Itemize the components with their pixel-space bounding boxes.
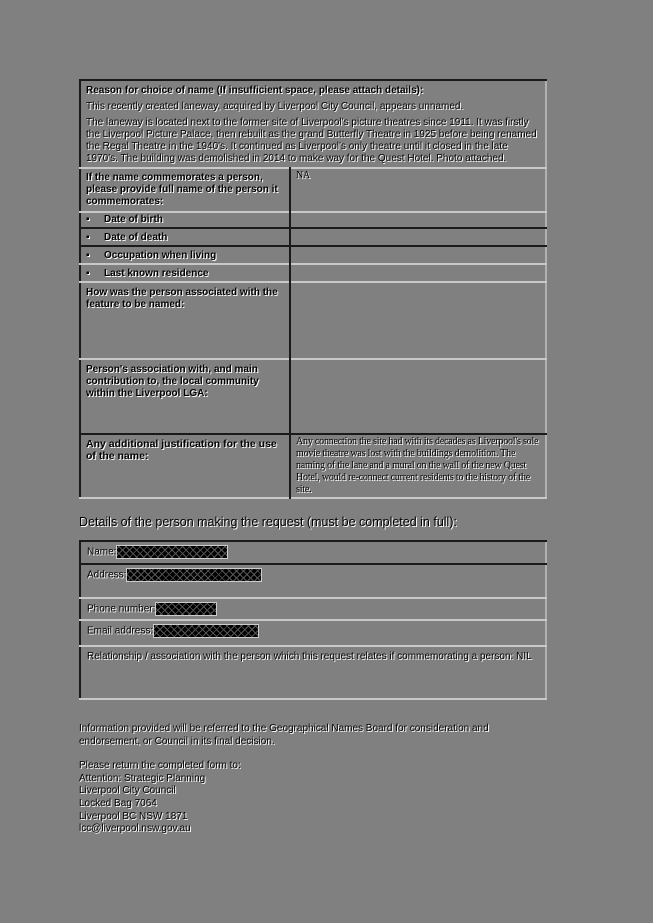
info-note: Information provided will be referred to the Geographical Names Board for consideration and endorsement, or Council in its final decision. bbox=[79, 723, 489, 747]
name-label: Name: bbox=[87, 546, 117, 558]
contribution-value[interactable] bbox=[290, 359, 546, 434]
requester-section-title: Details of the person making the request (must be completed in full): bbox=[79, 515, 457, 529]
reason-heading: Reason for choice of name (If insufficient space, please attach details): bbox=[86, 85, 424, 96]
person-name-value[interactable]: NA bbox=[296, 170, 311, 181]
naming-form-table bbox=[79, 79, 547, 499]
reason-line1[interactable]: This recently created laneway, acquired by Liverpool City Council, appears unnamed. bbox=[86, 101, 464, 112]
occupation-value[interactable] bbox=[290, 246, 546, 264]
return-address-line: Liverpool BC NSW 1871 bbox=[79, 810, 188, 822]
bullet-icon: ▪ bbox=[86, 214, 90, 225]
relationship-text[interactable]: Relationship / association with the person which this request relates if commemorating a person: NIL bbox=[87, 651, 532, 662]
name-row bbox=[80, 541, 546, 564]
address-row bbox=[80, 564, 546, 598]
return-heading: Please return the completed form to: bbox=[79, 760, 241, 772]
justification-value[interactable]: Any connection the site had with its decades as Liverpool's sole movie theatre was lost with the buildings demolition. The naming of the lane and a mural on the wall of the new Quest Hotel, would re-connect current residents to the history of the site. bbox=[296, 436, 539, 495]
bullet-icon: ▪ bbox=[86, 250, 90, 261]
date-of-death-label: ▪ Date of death bbox=[80, 228, 290, 246]
footer bbox=[79, 723, 549, 836]
return-address-line: Attention: Strategic Planning bbox=[79, 772, 206, 784]
bullet-icon: ▪ bbox=[86, 232, 90, 243]
association-label: How was the person associated with the feature to be named: bbox=[80, 282, 290, 359]
requester-table bbox=[79, 540, 547, 700]
justification-label: Any additional justification for the use of the name: bbox=[80, 434, 290, 498]
address-label: Address: bbox=[87, 569, 127, 581]
association-value[interactable] bbox=[290, 282, 546, 359]
date-of-birth-value[interactable] bbox=[290, 212, 546, 228]
return-address-line: Liverpool City Council bbox=[79, 785, 176, 797]
occupation-label: ▪ Occupation when living bbox=[80, 246, 290, 264]
name-redacted-field[interactable] bbox=[116, 545, 228, 559]
phone-label: Phone number: bbox=[87, 603, 156, 615]
last-residence-label: ▪ Last known residence bbox=[80, 264, 290, 282]
return-address-line: Locked Bag 7064 bbox=[79, 797, 157, 809]
phone-row bbox=[80, 598, 546, 620]
date-of-birth-label: ▪ Date of birth bbox=[80, 212, 290, 228]
last-residence-value[interactable] bbox=[290, 264, 546, 282]
email-label: Email address: bbox=[87, 625, 154, 637]
person-name-label: If the name commemorates a person, please provide full name of the person it commemorates: bbox=[80, 168, 290, 212]
return-email-link[interactable]: lcc@liverpool.nsw.gov.au bbox=[79, 823, 191, 835]
email-redacted-field[interactable] bbox=[153, 624, 259, 638]
date-of-death-value[interactable] bbox=[290, 228, 546, 246]
phone-redacted-field[interactable] bbox=[155, 602, 217, 616]
email-row bbox=[80, 620, 546, 646]
reason-paragraph[interactable]: The laneway is located next to the former site of Liverpool's picture theatres since 1911. It was firstly the Liverpool Picture Palace, then rebuilt as the grand Butterfly Theatre in 1925 before being renamed the Regal Theatre in the 1940's. It continued as Liverpool's only theatre until it closed in the late 1970's. The building was demolished in 2014 to make way for the Quest Hotel. Photo attached. bbox=[86, 117, 537, 164]
address-redacted-field[interactable] bbox=[126, 568, 262, 582]
bullet-icon: ▪ bbox=[86, 268, 90, 279]
reason-section bbox=[80, 80, 546, 168]
contribution-label: Person's association with, and main contribution to, the local community within the Liverpool LGA: bbox=[80, 359, 290, 434]
